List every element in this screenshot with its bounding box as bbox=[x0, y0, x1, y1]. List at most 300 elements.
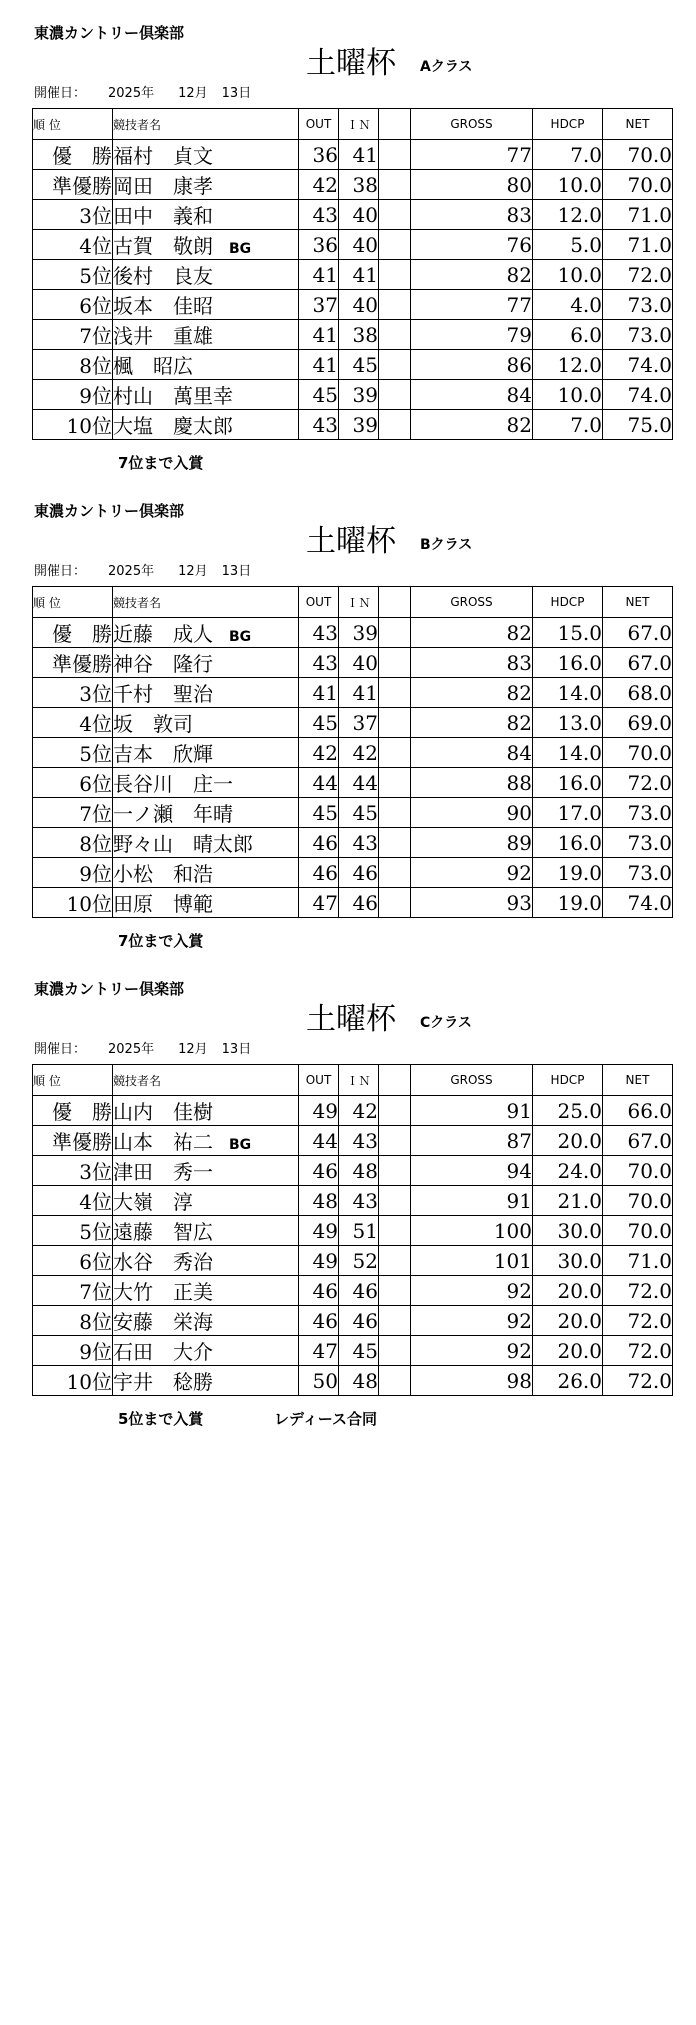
net-cell: 72.0 bbox=[603, 260, 673, 290]
name-header: 競技者名 bbox=[113, 109, 299, 140]
hdcp-cell: 20.0 bbox=[533, 1276, 603, 1306]
gross-cell: 83 bbox=[411, 648, 533, 678]
name-cell bbox=[113, 708, 299, 738]
name-cell bbox=[113, 798, 299, 828]
rank-cell: 3位 bbox=[33, 678, 113, 708]
rank-cell: 準優勝 bbox=[33, 170, 113, 200]
player-name: 田中 義和 bbox=[113, 204, 213, 228]
name-header: 競技者名 bbox=[113, 587, 299, 618]
out-cell: 36 bbox=[299, 230, 339, 260]
player-name: 千村 聖治 bbox=[113, 682, 213, 706]
out-cell: 49 bbox=[299, 1246, 339, 1276]
rank-cell: 8位 bbox=[33, 350, 113, 380]
name-cell bbox=[113, 230, 299, 260]
table-row bbox=[33, 1126, 673, 1156]
rank-cell: 準優勝 bbox=[33, 1126, 113, 1156]
player-name: 福村 貞文 bbox=[113, 144, 213, 168]
player-name: 一ノ瀬 年晴 bbox=[113, 802, 233, 826]
date-label: 開催日： bbox=[34, 86, 87, 101]
date-month: 12月 bbox=[178, 1042, 208, 1057]
rank-cell: 6位 bbox=[33, 290, 113, 320]
out-header: OUT bbox=[299, 1065, 339, 1096]
rank-cell: 7位 bbox=[33, 1276, 113, 1306]
hdcp-cell: 26.0 bbox=[533, 1366, 603, 1396]
net-cell: 72.0 bbox=[603, 1306, 673, 1336]
rank-cell: 5位 bbox=[33, 260, 113, 290]
date-month: 12月 bbox=[178, 564, 208, 579]
name-cell bbox=[113, 618, 299, 648]
in-cell: 48 bbox=[339, 1366, 379, 1396]
gross-header: GROSS bbox=[411, 1065, 533, 1096]
player-name: 小松 和浩 bbox=[113, 862, 213, 886]
blank-cell bbox=[379, 828, 411, 858]
name-cell bbox=[113, 768, 299, 798]
name-cell bbox=[113, 200, 299, 230]
club-name: 東濃カントリー倶楽部 bbox=[34, 502, 185, 520]
in-cell: 41 bbox=[339, 140, 379, 170]
in-cell: 46 bbox=[339, 1276, 379, 1306]
hdcp-cell: 6.0 bbox=[533, 320, 603, 350]
date-year: 2025年 bbox=[108, 1042, 155, 1057]
hdcp-cell: 21.0 bbox=[533, 1186, 603, 1216]
net-cell: 72.0 bbox=[603, 1276, 673, 1306]
out-cell: 46 bbox=[299, 1276, 339, 1306]
in-cell: 40 bbox=[339, 290, 379, 320]
name-cell bbox=[113, 170, 299, 200]
in-cell: 51 bbox=[339, 1216, 379, 1246]
table-row bbox=[33, 1186, 673, 1216]
blank-cell bbox=[379, 290, 411, 320]
name-cell bbox=[113, 1276, 299, 1306]
gross-cell: 92 bbox=[411, 858, 533, 888]
name-cell bbox=[113, 410, 299, 440]
rank-cell: 8位 bbox=[33, 1306, 113, 1336]
table-row bbox=[33, 260, 673, 290]
player-name: 長谷川 庄一 bbox=[113, 772, 233, 796]
blank-cell bbox=[379, 380, 411, 410]
net-cell: 70.0 bbox=[603, 1186, 673, 1216]
table-row bbox=[33, 798, 673, 828]
blank-cell bbox=[379, 1156, 411, 1186]
blank-cell bbox=[379, 708, 411, 738]
prize-note: 7位まで入賞 bbox=[118, 454, 204, 472]
gross-cell: 84 bbox=[411, 380, 533, 410]
table-row bbox=[33, 290, 673, 320]
blank-cell bbox=[379, 678, 411, 708]
rank-cell: 10位 bbox=[33, 1366, 113, 1396]
hdcp-cell: 30.0 bbox=[533, 1246, 603, 1276]
net-cell: 73.0 bbox=[603, 290, 673, 320]
net-cell: 70.0 bbox=[603, 1156, 673, 1186]
gross-cell: 93 bbox=[411, 888, 533, 918]
out-cell: 48 bbox=[299, 1186, 339, 1216]
hdcp-cell: 25.0 bbox=[533, 1096, 603, 1126]
date-day: 13日 bbox=[221, 86, 252, 101]
table-row bbox=[33, 320, 673, 350]
out-cell: 41 bbox=[299, 260, 339, 290]
rank-cell: 準優勝 bbox=[33, 648, 113, 678]
blank-cell bbox=[379, 1186, 411, 1216]
player-name: 村山 萬里幸 bbox=[113, 384, 233, 408]
blank-cell bbox=[379, 648, 411, 678]
rank-cell: 4位 bbox=[33, 230, 113, 260]
blank-cell bbox=[379, 1336, 411, 1366]
net-cell: 73.0 bbox=[603, 858, 673, 888]
in-cell: 39 bbox=[339, 618, 379, 648]
table-row bbox=[33, 1246, 673, 1276]
gross-cell: 91 bbox=[411, 1186, 533, 1216]
net-cell: 67.0 bbox=[603, 648, 673, 678]
in-cell: 43 bbox=[339, 1186, 379, 1216]
gross-cell: 77 bbox=[411, 290, 533, 320]
rank-cell: 7位 bbox=[33, 320, 113, 350]
hdcp-cell: 30.0 bbox=[533, 1216, 603, 1246]
table-row bbox=[33, 1216, 673, 1246]
hdcp-cell: 15.0 bbox=[533, 618, 603, 648]
name-cell bbox=[113, 350, 299, 380]
in-cell: 38 bbox=[339, 320, 379, 350]
hdcp-header: HDCP bbox=[533, 109, 603, 140]
gross-cell: 92 bbox=[411, 1306, 533, 1336]
prize-note: 5位まで入賞 bbox=[118, 1410, 204, 1428]
in-cell: 46 bbox=[339, 888, 379, 918]
player-name: 山内 佳樹 bbox=[113, 1100, 213, 1124]
hdcp-cell: 7.0 bbox=[533, 140, 603, 170]
net-cell: 71.0 bbox=[603, 230, 673, 260]
net-cell: 74.0 bbox=[603, 380, 673, 410]
blank-cell bbox=[379, 768, 411, 798]
table-row bbox=[33, 380, 673, 410]
name-cell bbox=[113, 1246, 299, 1276]
rank-cell: 7位 bbox=[33, 798, 113, 828]
rank-cell: 9位 bbox=[33, 380, 113, 410]
rank-cell: 3位 bbox=[33, 200, 113, 230]
name-cell bbox=[113, 1096, 299, 1126]
name-cell bbox=[113, 1156, 299, 1186]
net-cell: 75.0 bbox=[603, 410, 673, 440]
table-row bbox=[33, 140, 673, 170]
player-name: 大竹 正美 bbox=[113, 1280, 213, 1304]
hdcp-cell: 10.0 bbox=[533, 260, 603, 290]
results-table bbox=[32, 586, 673, 918]
ladies-note: レディース合同 bbox=[274, 1410, 378, 1428]
event-date bbox=[34, 82, 251, 101]
out-cell: 46 bbox=[299, 1306, 339, 1336]
gross-cell: 80 bbox=[411, 170, 533, 200]
blank-cell bbox=[379, 1276, 411, 1306]
net-cell: 74.0 bbox=[603, 350, 673, 380]
net-header: NET bbox=[603, 587, 673, 618]
net-cell: 73.0 bbox=[603, 798, 673, 828]
gross-cell: 89 bbox=[411, 828, 533, 858]
name-header: 競技者名 bbox=[113, 1065, 299, 1096]
out-cell: 46 bbox=[299, 858, 339, 888]
rank-cell: 6位 bbox=[33, 768, 113, 798]
blank-cell bbox=[379, 1126, 411, 1156]
out-cell: 49 bbox=[299, 1216, 339, 1246]
net-cell: 70.0 bbox=[603, 140, 673, 170]
name-cell bbox=[113, 1336, 299, 1366]
out-cell: 41 bbox=[299, 350, 339, 380]
name-cell bbox=[113, 678, 299, 708]
rank-header: 順 位 bbox=[33, 587, 113, 618]
net-header: NET bbox=[603, 109, 673, 140]
rank-cell: 4位 bbox=[33, 708, 113, 738]
player-name: 安藤 栄海 bbox=[113, 1310, 213, 1334]
gross-cell: 100 bbox=[411, 1216, 533, 1246]
out-cell: 36 bbox=[299, 140, 339, 170]
table-row bbox=[33, 1156, 673, 1186]
class-label: Aクラス bbox=[420, 59, 473, 75]
hdcp-cell: 14.0 bbox=[533, 738, 603, 768]
in-cell: 41 bbox=[339, 260, 379, 290]
table-row bbox=[33, 828, 673, 858]
out-cell: 50 bbox=[299, 1366, 339, 1396]
in-cell: 38 bbox=[339, 170, 379, 200]
net-header: NET bbox=[603, 1065, 673, 1096]
rank-cell: 優 勝 bbox=[33, 1096, 113, 1126]
player-name: 遠藤 智広 bbox=[113, 1220, 213, 1244]
net-cell: 70.0 bbox=[603, 738, 673, 768]
player-name: 浅井 重雄 bbox=[113, 324, 213, 348]
class-label: Bクラス bbox=[420, 537, 473, 553]
hdcp-cell: 10.0 bbox=[533, 170, 603, 200]
header-row bbox=[33, 1065, 673, 1096]
out-cell: 45 bbox=[299, 798, 339, 828]
table-row bbox=[33, 618, 673, 648]
event-date bbox=[34, 1038, 251, 1057]
cup-title: 土曜杯 bbox=[306, 1002, 396, 1037]
out-cell: 46 bbox=[299, 1156, 339, 1186]
hdcp-cell: 20.0 bbox=[533, 1306, 603, 1336]
in-header: ＩＮ bbox=[339, 1065, 379, 1096]
gross-cell: 90 bbox=[411, 798, 533, 828]
gross-cell: 98 bbox=[411, 1366, 533, 1396]
hdcp-cell: 17.0 bbox=[533, 798, 603, 828]
in-header: ＩＮ bbox=[339, 109, 379, 140]
player-name: 水谷 秀治 bbox=[113, 1250, 213, 1274]
date-year: 2025年 bbox=[108, 564, 155, 579]
rank-header: 順 位 bbox=[33, 109, 113, 140]
in-cell: 40 bbox=[339, 648, 379, 678]
in-cell: 42 bbox=[339, 738, 379, 768]
gross-header: GROSS bbox=[411, 109, 533, 140]
in-cell: 44 bbox=[339, 768, 379, 798]
player-name: 古賀 敬朗 bbox=[113, 234, 213, 258]
player-name: 岡田 康孝 bbox=[113, 174, 213, 198]
blank-cell bbox=[379, 1096, 411, 1126]
club-name: 東濃カントリー倶楽部 bbox=[34, 980, 185, 998]
hdcp-cell: 7.0 bbox=[533, 410, 603, 440]
table-row bbox=[33, 888, 673, 918]
out-cell: 47 bbox=[299, 1336, 339, 1366]
table-row bbox=[33, 858, 673, 888]
in-cell: 52 bbox=[339, 1246, 379, 1276]
blank-cell bbox=[379, 1216, 411, 1246]
in-cell: 37 bbox=[339, 708, 379, 738]
player-name: 神谷 隆行 bbox=[113, 652, 213, 676]
date-label: 開催日： bbox=[34, 1042, 87, 1057]
net-cell: 68.0 bbox=[603, 678, 673, 708]
in-cell: 43 bbox=[339, 828, 379, 858]
gross-cell: 84 bbox=[411, 738, 533, 768]
gross-cell: 82 bbox=[411, 260, 533, 290]
out-cell: 44 bbox=[299, 1126, 339, 1156]
in-cell: 41 bbox=[339, 678, 379, 708]
hdcp-cell: 4.0 bbox=[533, 290, 603, 320]
table-row bbox=[33, 738, 673, 768]
net-cell: 74.0 bbox=[603, 888, 673, 918]
out-cell: 45 bbox=[299, 708, 339, 738]
name-cell bbox=[113, 1306, 299, 1336]
name-cell bbox=[113, 648, 299, 678]
in-cell: 40 bbox=[339, 200, 379, 230]
player-name: 津田 秀一 bbox=[113, 1160, 213, 1184]
out-cell: 43 bbox=[299, 410, 339, 440]
blank-cell bbox=[379, 260, 411, 290]
gross-cell: 94 bbox=[411, 1156, 533, 1186]
date-year: 2025年 bbox=[108, 86, 155, 101]
net-cell: 67.0 bbox=[603, 618, 673, 648]
table-row bbox=[33, 350, 673, 380]
out-cell: 44 bbox=[299, 768, 339, 798]
blank-cell bbox=[379, 1246, 411, 1276]
player-name: 楓 昭広 bbox=[113, 354, 193, 378]
player-name: 吉本 欣輝 bbox=[113, 742, 213, 766]
name-cell bbox=[113, 1366, 299, 1396]
table-row bbox=[33, 678, 673, 708]
gross-cell: 82 bbox=[411, 678, 533, 708]
player-name: 石田 大介 bbox=[113, 1340, 213, 1364]
rank-cell: 6位 bbox=[33, 1246, 113, 1276]
in-cell: 48 bbox=[339, 1156, 379, 1186]
blank-header bbox=[379, 587, 411, 618]
hdcp-cell: 12.0 bbox=[533, 200, 603, 230]
net-cell: 69.0 bbox=[603, 708, 673, 738]
player-name: 大嶺 淳 bbox=[113, 1190, 193, 1214]
gross-cell: 76 bbox=[411, 230, 533, 260]
hdcp-cell: 12.0 bbox=[533, 350, 603, 380]
name-cell bbox=[113, 140, 299, 170]
in-cell: 42 bbox=[339, 1096, 379, 1126]
player-name: 近藤 成人 bbox=[113, 622, 213, 646]
blank-cell bbox=[379, 798, 411, 828]
table-row bbox=[33, 1276, 673, 1306]
gross-cell: 91 bbox=[411, 1096, 533, 1126]
hdcp-cell: 16.0 bbox=[533, 648, 603, 678]
hdcp-cell: 5.0 bbox=[533, 230, 603, 260]
player-name: 宇井 稔勝 bbox=[113, 1370, 213, 1394]
gross-cell: 77 bbox=[411, 140, 533, 170]
out-header: OUT bbox=[299, 109, 339, 140]
net-cell: 71.0 bbox=[603, 1246, 673, 1276]
gross-cell: 82 bbox=[411, 618, 533, 648]
name-cell bbox=[113, 888, 299, 918]
rank-cell: 10位 bbox=[33, 410, 113, 440]
in-cell: 46 bbox=[339, 858, 379, 888]
bg-badge: BG bbox=[229, 1137, 252, 1153]
hdcp-cell: 20.0 bbox=[533, 1336, 603, 1366]
in-cell: 43 bbox=[339, 1126, 379, 1156]
net-cell: 73.0 bbox=[603, 828, 673, 858]
gross-cell: 79 bbox=[411, 320, 533, 350]
gross-header: GROSS bbox=[411, 587, 533, 618]
in-cell: 46 bbox=[339, 1306, 379, 1336]
hdcp-cell: 14.0 bbox=[533, 678, 603, 708]
table-row bbox=[33, 230, 673, 260]
rank-cell: 5位 bbox=[33, 738, 113, 768]
hdcp-header: HDCP bbox=[533, 1065, 603, 1096]
out-cell: 41 bbox=[299, 320, 339, 350]
player-name: 坂 敦司 bbox=[113, 712, 193, 736]
player-name: 野々山 晴太郎 bbox=[113, 832, 253, 856]
out-cell: 37 bbox=[299, 290, 339, 320]
blank-cell bbox=[379, 1306, 411, 1336]
name-cell bbox=[113, 290, 299, 320]
club-name: 東濃カントリー倶楽部 bbox=[34, 24, 185, 42]
blank-cell bbox=[379, 320, 411, 350]
in-cell: 40 bbox=[339, 230, 379, 260]
table-row bbox=[33, 708, 673, 738]
gross-cell: 92 bbox=[411, 1336, 533, 1366]
hdcp-cell: 10.0 bbox=[533, 380, 603, 410]
blank-cell bbox=[379, 738, 411, 768]
out-cell: 43 bbox=[299, 618, 339, 648]
blank-cell bbox=[379, 1366, 411, 1396]
rank-cell: 10位 bbox=[33, 888, 113, 918]
hdcp-cell: 19.0 bbox=[533, 858, 603, 888]
hdcp-header: HDCP bbox=[533, 587, 603, 618]
name-cell bbox=[113, 738, 299, 768]
header-row bbox=[33, 587, 673, 618]
blank-cell bbox=[379, 170, 411, 200]
net-cell: 70.0 bbox=[603, 1216, 673, 1246]
bg-badge: BG bbox=[229, 629, 252, 645]
net-cell: 72.0 bbox=[603, 1336, 673, 1366]
blank-cell bbox=[379, 858, 411, 888]
out-cell: 46 bbox=[299, 828, 339, 858]
out-cell: 42 bbox=[299, 170, 339, 200]
in-cell: 45 bbox=[339, 350, 379, 380]
table-row bbox=[33, 1306, 673, 1336]
in-cell: 45 bbox=[339, 798, 379, 828]
name-cell bbox=[113, 380, 299, 410]
results-table bbox=[32, 1064, 673, 1396]
blank-header bbox=[379, 109, 411, 140]
player-name: 後村 良友 bbox=[113, 264, 213, 288]
hdcp-cell: 20.0 bbox=[533, 1126, 603, 1156]
blank-header bbox=[379, 1065, 411, 1096]
date-month: 12月 bbox=[178, 86, 208, 101]
gross-cell: 83 bbox=[411, 200, 533, 230]
table-row bbox=[33, 1096, 673, 1126]
name-cell bbox=[113, 1126, 299, 1156]
header-row bbox=[33, 109, 673, 140]
out-cell: 43 bbox=[299, 648, 339, 678]
out-cell: 47 bbox=[299, 888, 339, 918]
net-cell: 73.0 bbox=[603, 320, 673, 350]
date-label: 開催日： bbox=[34, 564, 87, 579]
blank-cell bbox=[379, 618, 411, 648]
hdcp-cell: 13.0 bbox=[533, 708, 603, 738]
rank-cell: 8位 bbox=[33, 828, 113, 858]
out-cell: 43 bbox=[299, 200, 339, 230]
rank-cell: 9位 bbox=[33, 858, 113, 888]
player-name: 田原 博範 bbox=[113, 892, 213, 916]
blank-cell bbox=[379, 410, 411, 440]
event-date bbox=[34, 560, 251, 579]
class-label: Cクラス bbox=[420, 1015, 472, 1031]
